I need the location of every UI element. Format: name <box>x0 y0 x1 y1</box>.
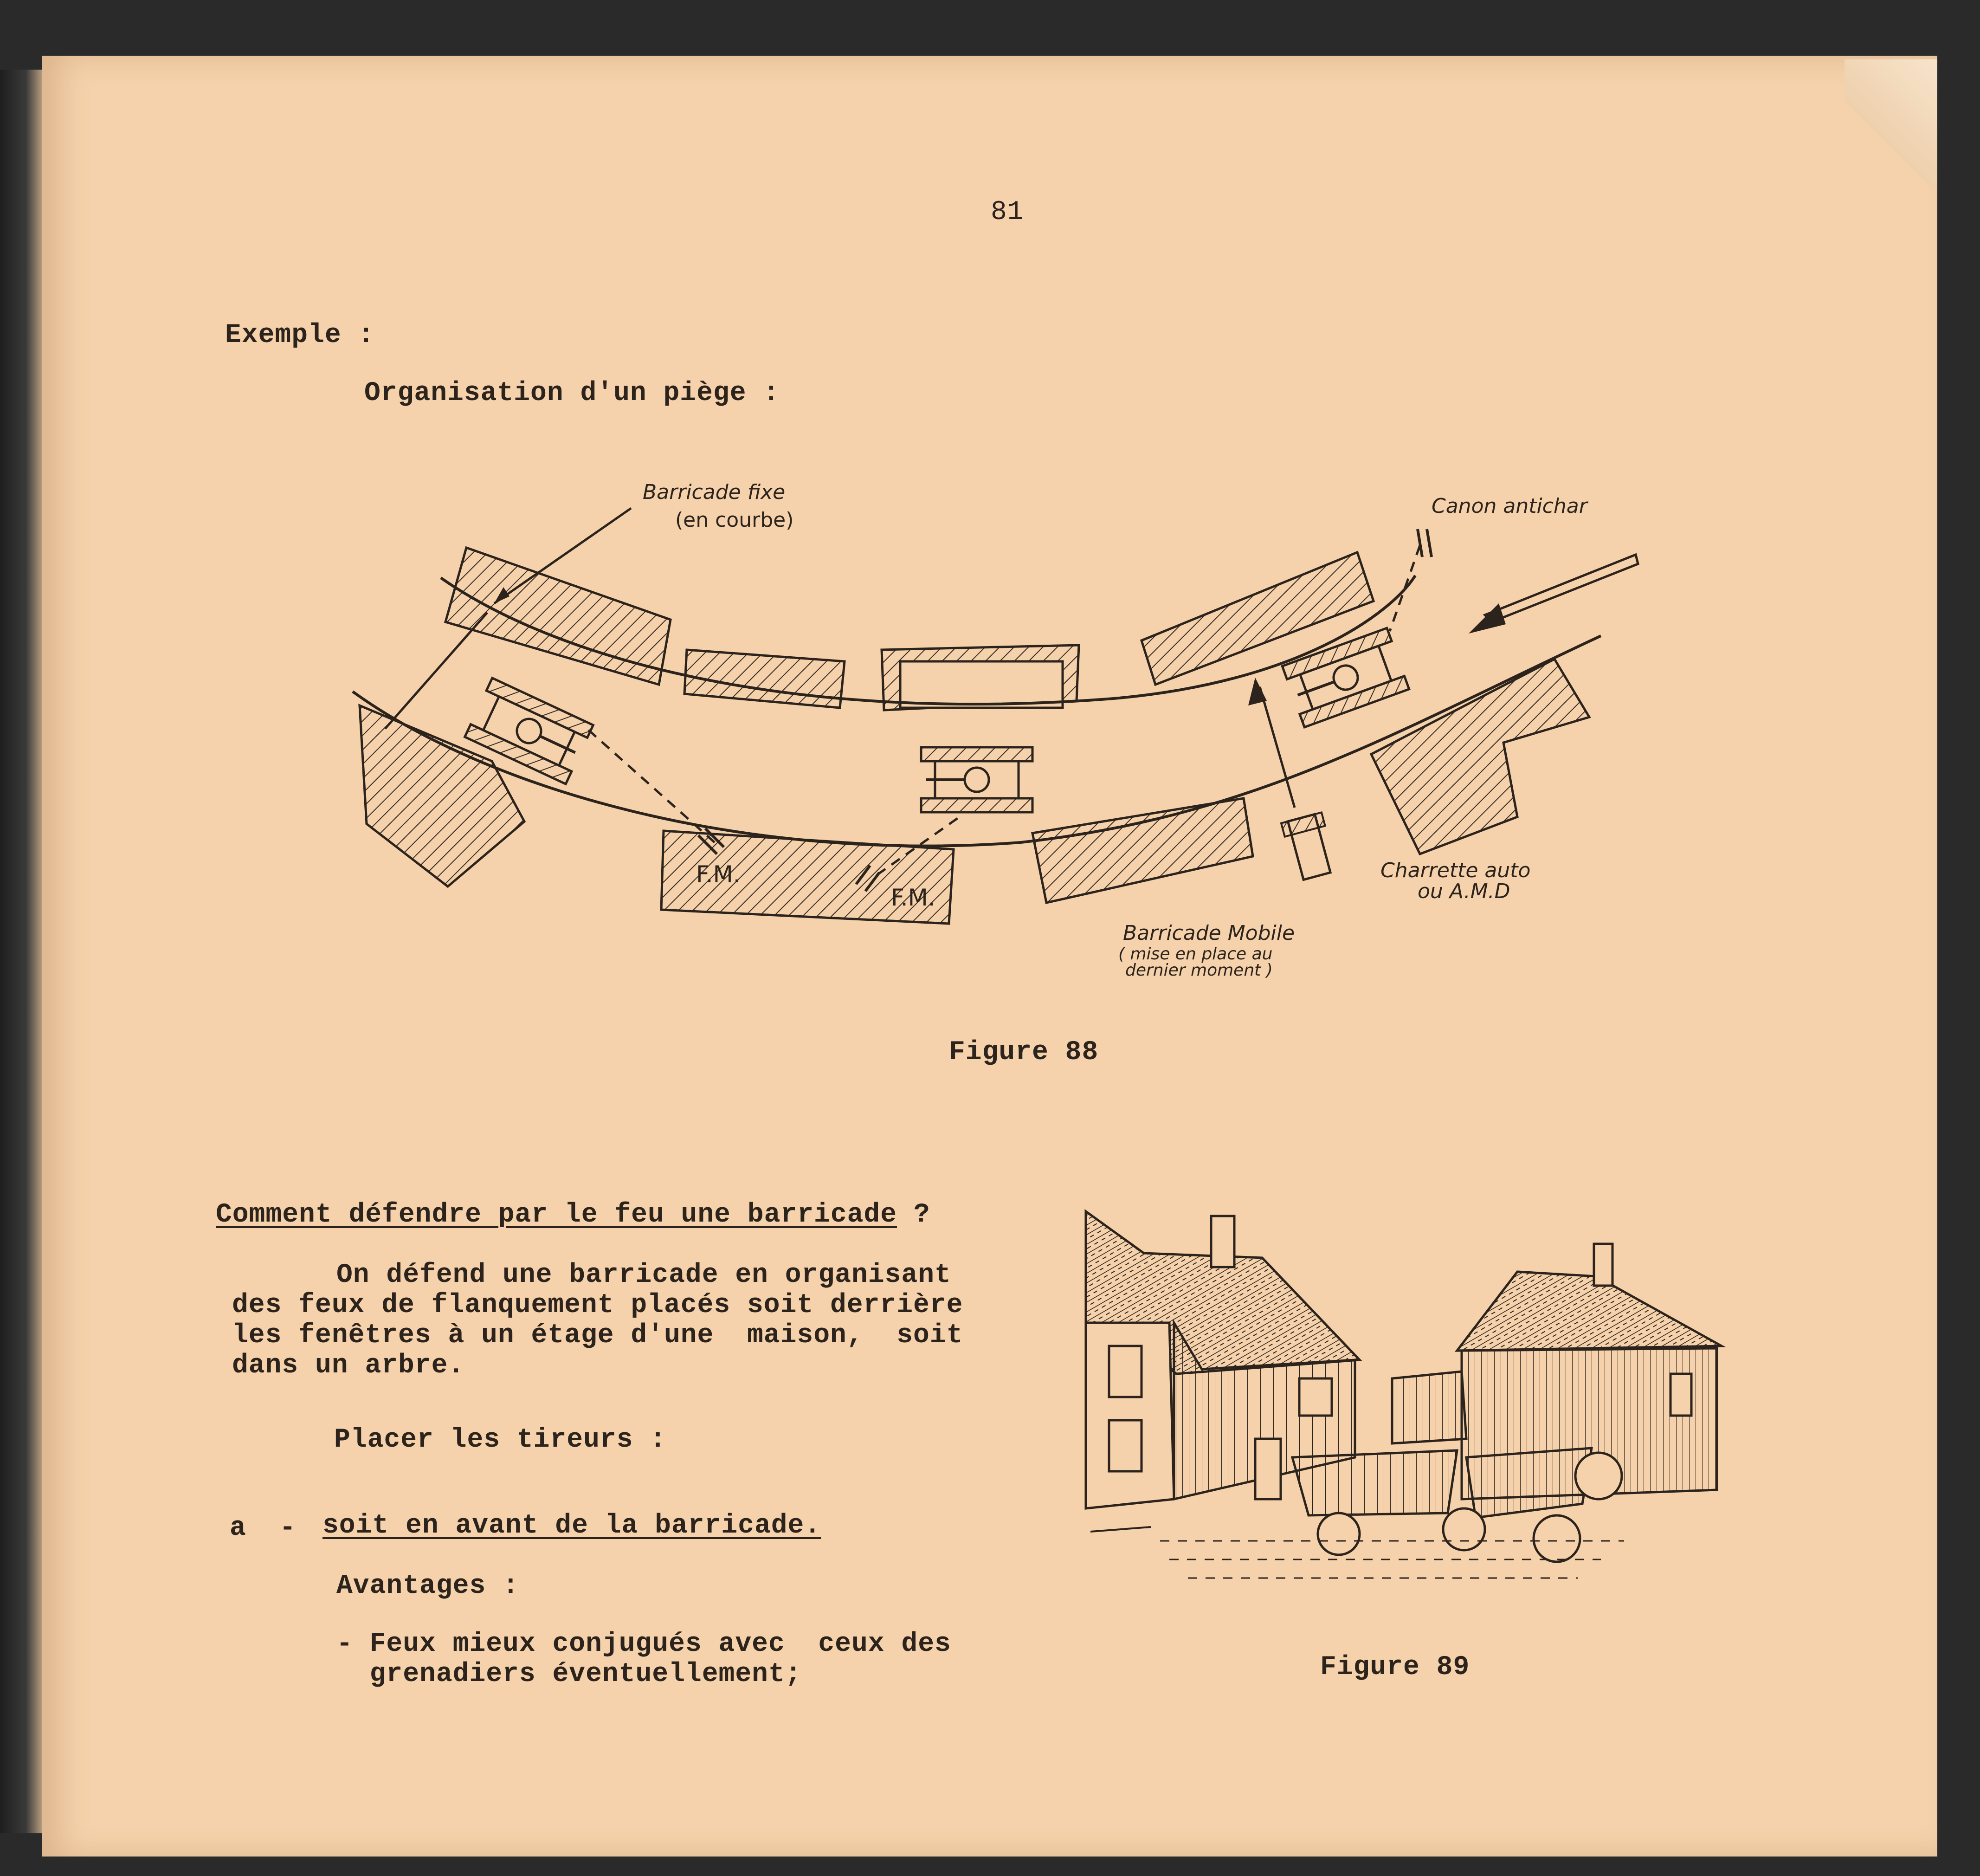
left-house-door <box>1255 1439 1281 1499</box>
example-heading: Exemple : <box>225 320 375 350</box>
shed <box>1392 1371 1466 1443</box>
left-house-window-2 <box>1109 1420 1142 1471</box>
label-fm-1: F.M. <box>696 861 741 888</box>
figure-89-caption: Figure 89 <box>1320 1652 1470 1682</box>
item-a-letter: a - <box>230 1513 297 1543</box>
label-charrette: Charrette auto <box>1380 859 1531 882</box>
bullet-line-2: grenadiers éventuellement; <box>336 1659 802 1689</box>
trap-subheading: Organisation d'un piège : <box>364 378 780 408</box>
cart-barricade-1 <box>1292 1450 1457 1515</box>
cart-wheel-1 <box>1318 1513 1360 1555</box>
label-barricade-mobile: Barricade Mobile <box>1123 921 1295 945</box>
right-house-roof <box>1457 1272 1722 1351</box>
paragraph-line-3: les fenêtres à un étage d'une maison, soit <box>232 1320 963 1351</box>
section-title-text: Comment défendre par le feu une barricade <box>216 1200 897 1230</box>
avantages-heading: Avantages : <box>336 1571 519 1601</box>
item-a-text: soit en avant de la barricade. <box>322 1511 821 1541</box>
right-house-window <box>1670 1374 1691 1416</box>
label-fm-2: F.M. <box>891 884 935 911</box>
paragraph-line-1: On défend une barricade en organisant <box>336 1260 951 1290</box>
left-house-window-3 <box>1299 1378 1332 1416</box>
label-canon-antichar: Canon antichar <box>1432 494 1587 518</box>
label-mise-en-place: ( mise en place au <box>1118 944 1273 964</box>
section-title-suffix: ? <box>897 1200 930 1230</box>
bullet-line-1: - Feux mieux conjugués avec ceux des <box>336 1629 951 1659</box>
left-house-chimney <box>1211 1216 1234 1267</box>
paragraph-line-4: dans un arbre. <box>232 1351 465 1381</box>
label-amd: ou A.M.D <box>1418 880 1510 903</box>
placer-tireurs: Placer les tireurs : <box>334 1425 667 1455</box>
label-en-courbe: (en courbe) <box>675 508 794 532</box>
cart-wheel-4 <box>1575 1453 1622 1499</box>
right-house-chimney <box>1594 1244 1612 1286</box>
paragraph-line-2: des feux de flanquement placés soit derrière <box>232 1290 963 1320</box>
cart-wheel-2 <box>1443 1508 1485 1550</box>
label-barricade-fixe: Barricade fixe <box>643 480 786 504</box>
label-dernier-moment: dernier moment ) <box>1125 961 1273 980</box>
ground-line <box>1090 1527 1151 1532</box>
figure-88-caption: Figure 88 <box>949 1037 1099 1067</box>
left-house-window-1 <box>1109 1346 1142 1397</box>
cart-barricade-2 <box>1466 1448 1592 1518</box>
cart-wheel-3 <box>1534 1515 1580 1562</box>
page-number: 81 <box>991 197 1024 227</box>
